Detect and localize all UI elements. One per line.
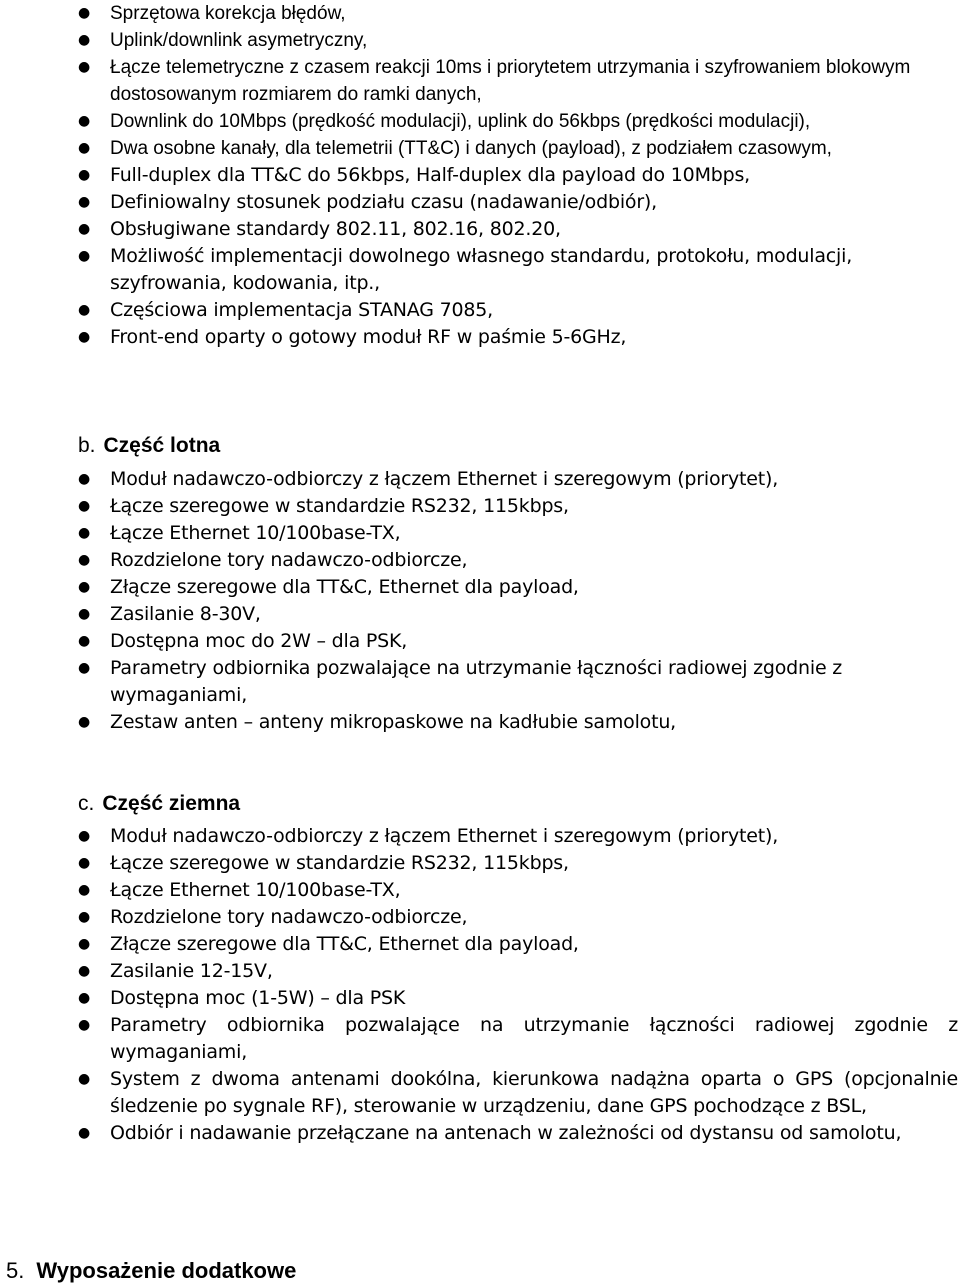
list-item-text: Odbiór i nadawanie przełączane na antenach w zależności od dystansu od samolotu,	[110, 1122, 902, 1144]
bullet-icon: ●	[78, 963, 91, 979]
feature-list-ground	[0, 823, 960, 1147]
list-item	[0, 931, 960, 958]
section-5-number: 5.	[6, 1258, 25, 1283]
section-b-title: Część lotna	[103, 434, 221, 457]
bullet-icon: ●	[78, 5, 91, 21]
bullet-icon: ●	[78, 498, 91, 514]
bullet-icon: ●	[78, 140, 91, 156]
list-item-text: Zasilanie 12-15V,	[110, 960, 273, 982]
bullet-icon: ●	[78, 248, 91, 264]
list-item-text: Parametry odbiornika pozwalające na utrzymanie łączności radiowej zgodnie z wymaganiami,	[110, 657, 843, 706]
list-item	[0, 216, 960, 243]
list-item-text: Łącze Ethernet 10/100base-TX,	[110, 522, 401, 544]
list-item-text: Częściowa implementacja STANAG 7085,	[110, 299, 493, 321]
list-item	[0, 655, 960, 709]
bullet-icon: ●	[78, 59, 91, 75]
section-c-title: Część ziemna	[102, 792, 241, 815]
bullet-icon: ●	[78, 909, 91, 925]
section-c-prefix: c.	[78, 792, 95, 815]
list-item-text: System z dwoma antenami dookólna, kierunkowa nadążna oparta o GPS (opcjonalnie śledzenie po sygnale RF), sterowanie w urządzeniu, dane GPS pochodzące z BSL,	[110, 1068, 958, 1117]
bullet-icon: ●	[78, 113, 91, 129]
list-item-text: Dostępna moc (1-5W) – dla PSK	[110, 987, 406, 1009]
list-item-text: Możliwość implementacji dowolnego własnego standardu, protokołu, modulacji, szyfrowania, kodowania, itp.,	[110, 245, 853, 294]
list-item	[0, 709, 960, 736]
list-item	[0, 162, 960, 189]
feature-list-general	[0, 0, 960, 351]
list-item-text: Rozdzielone tory nadawczo-odbiorcze,	[110, 549, 468, 571]
list-item	[0, 0, 960, 27]
bullet-icon: ●	[78, 606, 91, 622]
list-item	[0, 108, 960, 135]
list-item	[0, 958, 960, 985]
list-item-text: Dostępna moc do 2W – dla PSK,	[110, 630, 408, 652]
list-item-text: Moduł nadawczo-odbiorczy z łączem Ethernet i szeregowym (priorytet),	[110, 468, 779, 490]
list-item	[0, 466, 960, 493]
list-item-text: Definiowalny stosunek podziału czasu (nadawanie/odbiór),	[110, 191, 657, 213]
section-5-title: Wyposażenie dodatkowe	[36, 1258, 297, 1283]
bullet-icon: ●	[78, 194, 91, 210]
bullet-icon: ●	[78, 302, 91, 318]
list-item	[0, 135, 960, 162]
list-item	[0, 27, 960, 54]
bullet-icon: ●	[78, 32, 91, 48]
list-item	[0, 850, 960, 877]
list-item	[0, 324, 960, 351]
list-item	[0, 628, 960, 655]
list-item	[0, 1066, 960, 1120]
list-item	[0, 574, 960, 601]
bullet-icon: ●	[78, 855, 91, 871]
list-item-text: Obsługiwane standardy 802.11, 802.16, 802.20,	[110, 218, 561, 240]
list-item-text: Sprzętowa korekcja błędów,	[110, 3, 346, 24]
list-item-text: Złącze szeregowe dla TT&C, Ethernet dla payload,	[110, 576, 579, 598]
list-item	[0, 243, 960, 297]
bullet-icon: ●	[78, 329, 91, 345]
bullet-icon: ●	[78, 936, 91, 952]
bullet-icon: ●	[78, 221, 91, 237]
list-item	[0, 297, 960, 324]
bullet-icon: ●	[78, 633, 91, 649]
list-item	[0, 904, 960, 931]
bullet-icon: ●	[78, 990, 91, 1006]
bullet-icon: ●	[78, 167, 91, 183]
list-item	[0, 601, 960, 628]
bullet-icon: ●	[78, 525, 91, 541]
list-item	[0, 823, 960, 850]
list-item-text: Łącze telemetryczne z czasem reakcji 10ms i priorytetem utrzymania i szyfrowaniem blokowym dostosowanym rozmiarem do ramki danych,	[110, 57, 911, 105]
section-b-heading	[78, 432, 220, 459]
list-item-text: Full-duplex dla TT&C do 56kbps, Half-duplex dla payload do 10Mbps,	[110, 164, 751, 186]
list-item	[0, 1012, 960, 1066]
bullet-icon: ●	[78, 714, 91, 730]
bullet-icon: ●	[78, 660, 91, 676]
list-item	[0, 985, 960, 1012]
list-item	[0, 1120, 960, 1147]
section-5-heading	[6, 1256, 296, 1286]
list-item-text: Dwa osobne kanały, dla telemetrii (TT&C) i danych (payload), z podziałem czasowym,	[110, 138, 832, 159]
section-c-heading	[78, 790, 240, 817]
bullet-icon: ●	[78, 552, 91, 568]
list-item-text: Uplink/downlink asymetryczny,	[110, 30, 368, 51]
bullet-icon: ●	[78, 828, 91, 844]
bullet-icon: ●	[78, 1017, 91, 1033]
list-item-text: Front-end oparty o gotowy moduł RF w paśmie 5-6GHz,	[110, 326, 627, 348]
list-item-text: Downlink do 10Mbps (prędkość modulacji), uplink do 56kbps (prędkości modulacji),	[110, 111, 811, 132]
bullet-icon: ●	[78, 1125, 91, 1141]
bullet-icon: ●	[78, 471, 91, 487]
list-item-text: Łącze szeregowe w standardzie RS232, 115kbps,	[110, 495, 569, 517]
list-item-text: Łącze szeregowe w standardzie RS232, 115kbps,	[110, 852, 569, 874]
section-b-prefix: b.	[78, 434, 96, 457]
list-item-text: Zasilanie 8-30V,	[110, 603, 261, 625]
bullet-icon: ●	[78, 579, 91, 595]
feature-list-airborne	[0, 466, 960, 736]
bullet-icon: ●	[78, 1071, 91, 1087]
list-item	[0, 547, 960, 574]
list-item	[0, 493, 960, 520]
list-item	[0, 54, 960, 108]
list-item-text: Moduł nadawczo-odbiorczy z łączem Ethernet i szeregowym (priorytet),	[110, 825, 779, 847]
list-item-text: Parametry odbiornika pozwalające na utrzymanie łączności radiowej zgodnie z wymaganiami,	[110, 1014, 958, 1063]
list-item	[0, 877, 960, 904]
list-item-text: Łącze Ethernet 10/100base-TX,	[110, 879, 401, 901]
list-item-text: Zestaw anten – anteny mikropaskowe na kadłubie samolotu,	[110, 711, 677, 733]
list-item-text: Złącze szeregowe dla TT&C, Ethernet dla payload,	[110, 933, 579, 955]
list-item	[0, 189, 960, 216]
list-item	[0, 520, 960, 547]
list-item-text: Rozdzielone tory nadawczo-odbiorcze,	[110, 906, 468, 928]
bullet-icon: ●	[78, 882, 91, 898]
